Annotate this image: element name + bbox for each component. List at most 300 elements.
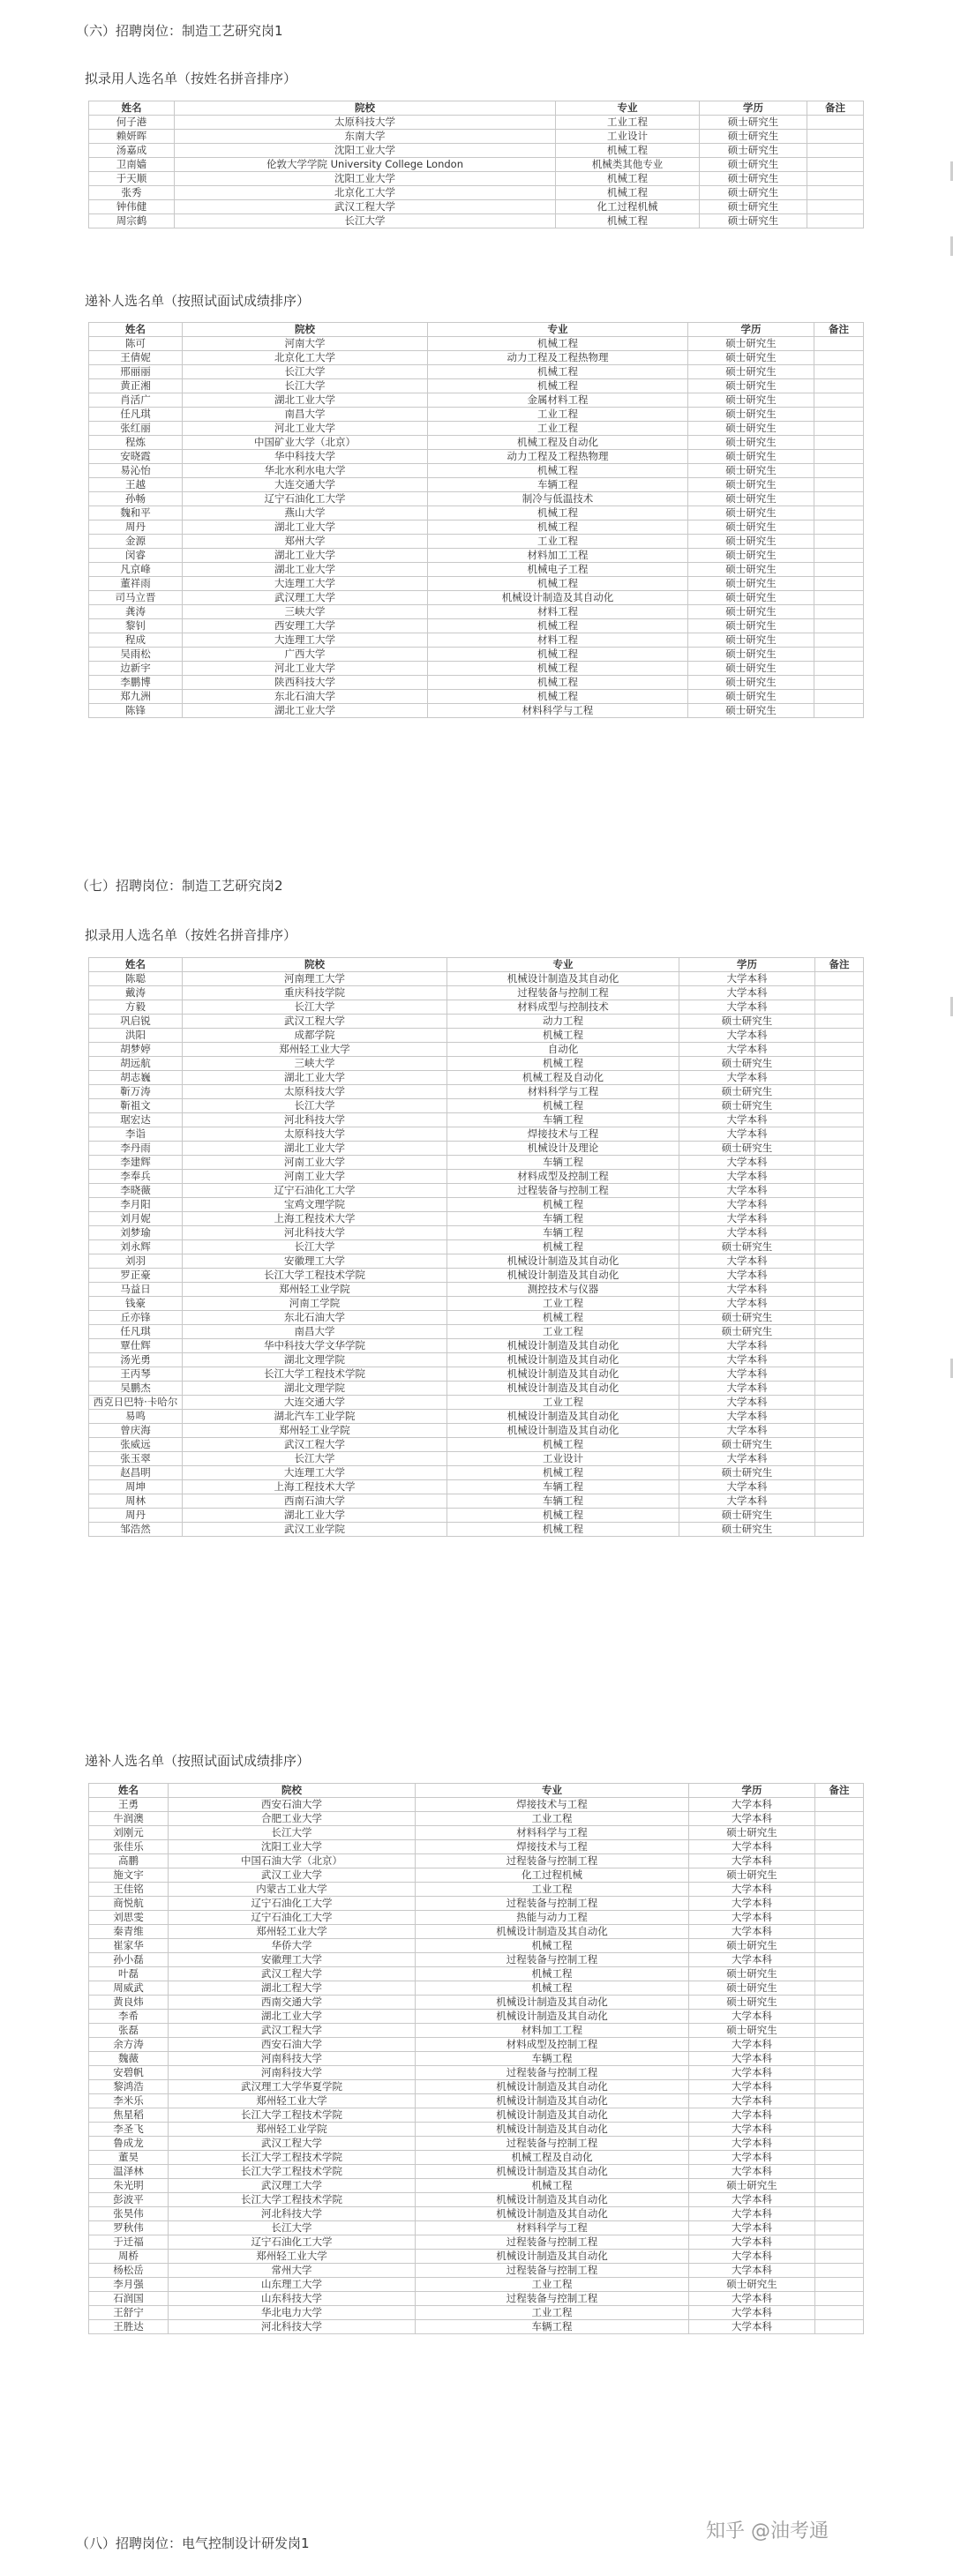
table-row bbox=[89, 492, 864, 506]
cell-major: 过程装备与控制工程 bbox=[447, 986, 679, 1000]
cell-school: 河南科技大学 bbox=[169, 2066, 416, 2080]
table-row bbox=[89, 1226, 864, 1240]
cell-degree: 硕士研究生 bbox=[688, 506, 814, 520]
cell-degree: 大学本科 bbox=[689, 2108, 815, 2123]
cell-major: 机械工程 bbox=[416, 1981, 689, 1996]
cell-degree: 大学本科 bbox=[689, 1911, 815, 1925]
cell-school: 湖北文理学院 bbox=[183, 1382, 447, 1396]
table-row bbox=[89, 1925, 864, 1939]
cell-name: 罗正豪 bbox=[89, 1269, 183, 1283]
cell-school: 湖北工业大学 bbox=[183, 393, 428, 408]
table-row bbox=[89, 1466, 864, 1480]
cell-major: 工业设计 bbox=[447, 1452, 679, 1466]
cell-school: 沈阳工业大学 bbox=[175, 172, 556, 186]
cell-major: 机械设计制造及其自动化 bbox=[447, 1410, 679, 1424]
cell-name: 卫南嫱 bbox=[89, 158, 175, 172]
cell-note bbox=[815, 1000, 864, 1015]
cell-name: 张玉翠 bbox=[89, 1452, 183, 1466]
cell-degree: 大学本科 bbox=[679, 1367, 815, 1382]
cell-major: 机械设计制造及其自动化 bbox=[447, 1269, 679, 1283]
cell-school: 大连交通大学 bbox=[183, 478, 428, 492]
cell-degree: 硕士研究生 bbox=[679, 1523, 815, 1537]
cell-note bbox=[815, 1254, 864, 1269]
cell-note bbox=[814, 577, 864, 591]
table-row bbox=[89, 520, 864, 535]
table-row bbox=[89, 2250, 864, 2264]
table-row bbox=[89, 1812, 864, 1826]
table-row bbox=[89, 1438, 864, 1452]
cell-major: 机械设计制造及其自动化 bbox=[447, 1254, 679, 1269]
cell-name: 任凡琪 bbox=[89, 1325, 183, 1339]
cell-degree: 大学本科 bbox=[679, 972, 815, 986]
table-row bbox=[89, 1996, 864, 2010]
cell-note bbox=[815, 2179, 864, 2193]
cell-school: 武汉工程大学 bbox=[169, 2137, 416, 2151]
cell-degree: 大学本科 bbox=[679, 1029, 815, 1043]
cell-name: 王丙琴 bbox=[89, 1367, 183, 1382]
cell-school: 武汉工业学院 bbox=[183, 1523, 447, 1537]
table-row bbox=[89, 2066, 864, 2080]
cell-school: 河南大学 bbox=[183, 337, 428, 351]
cell-major: 材料加工工程 bbox=[428, 549, 688, 563]
cell-major: 机械工程及自动化 bbox=[447, 1071, 679, 1085]
header-name: 姓名 bbox=[89, 1784, 169, 1798]
cell-name: 张昊伟 bbox=[89, 2207, 169, 2221]
cell-name: 胡梦婷 bbox=[89, 1043, 183, 1057]
table-row bbox=[89, 648, 864, 662]
cell-degree: 硕士研究生 bbox=[688, 535, 814, 549]
table-row bbox=[89, 2094, 864, 2108]
cell-note bbox=[815, 1480, 864, 1494]
cell-name: 程炼 bbox=[89, 436, 183, 450]
cell-note bbox=[815, 2024, 864, 2038]
table-row bbox=[89, 200, 864, 214]
cell-degree: 大学本科 bbox=[679, 1043, 815, 1057]
cell-degree: 大学本科 bbox=[679, 1212, 815, 1226]
cell-degree: 硕士研究生 bbox=[688, 619, 814, 633]
table-row bbox=[89, 549, 864, 563]
cell-major: 机械工程 bbox=[428, 520, 688, 535]
cell-degree: 硕士研究生 bbox=[688, 690, 814, 704]
cell-name: 陈可 bbox=[89, 337, 183, 351]
cell-major: 机械设计制造及其自动化 bbox=[447, 1353, 679, 1367]
cell-note bbox=[815, 1071, 864, 1085]
cell-degree: 硕士研究生 bbox=[700, 172, 807, 186]
cell-major: 车辆工程 bbox=[416, 2320, 689, 2334]
cell-major: 机械设计制造及其自动化 bbox=[416, 2250, 689, 2264]
table-row bbox=[89, 408, 864, 422]
cell-school: 太原科技大学 bbox=[183, 1085, 447, 1099]
cell-name: 周宗鹤 bbox=[89, 214, 175, 228]
cell-name: 魏薇 bbox=[89, 2052, 169, 2066]
cell-major: 工业工程 bbox=[447, 1297, 679, 1311]
cell-school: 武汉工业大学 bbox=[169, 1868, 416, 1883]
cell-school: 辽宁石油化工大学 bbox=[183, 1184, 447, 1198]
cell-note bbox=[815, 2137, 864, 2151]
cell-degree: 硕士研究生 bbox=[688, 648, 814, 662]
table-row bbox=[89, 2024, 864, 2038]
table-row bbox=[89, 337, 864, 351]
cell-name: 闵睿 bbox=[89, 549, 183, 563]
table-row bbox=[89, 1883, 864, 1897]
cell-major: 机械工程 bbox=[428, 577, 688, 591]
cell-note bbox=[815, 1043, 864, 1057]
cell-note bbox=[815, 1452, 864, 1466]
cell-note bbox=[815, 1967, 864, 1981]
cell-degree: 大学本科 bbox=[689, 2292, 815, 2306]
cell-degree: 硕士研究生 bbox=[689, 1967, 815, 1981]
cell-note bbox=[815, 1826, 864, 1840]
cell-name: 秦青维 bbox=[89, 1925, 169, 1939]
table-row bbox=[89, 1382, 864, 1396]
cell-school: 长江大学 bbox=[169, 2221, 416, 2235]
cell-degree: 硕士研究生 bbox=[679, 1311, 815, 1325]
cell-major: 工业工程 bbox=[447, 1325, 679, 1339]
cell-name: 刘月妮 bbox=[89, 1212, 183, 1226]
cell-note bbox=[815, 1099, 864, 1113]
cell-major: 材料成型与控制技术 bbox=[447, 1000, 679, 1015]
alt-table-post-2 bbox=[88, 1783, 864, 2334]
cell-school: 湖北汽车工业学院 bbox=[183, 1410, 447, 1424]
cell-note bbox=[815, 1939, 864, 1953]
cell-note bbox=[815, 2165, 864, 2179]
cell-note bbox=[815, 1812, 864, 1826]
cell-major: 机械工程 bbox=[447, 1057, 679, 1071]
cell-name: 张佳乐 bbox=[89, 1840, 169, 1854]
cell-name: 石润国 bbox=[89, 2292, 169, 2306]
cell-school: 华中科技大学文华学院 bbox=[183, 1339, 447, 1353]
cell-school: 华北水利水电大学 bbox=[183, 464, 428, 478]
cell-degree: 硕士研究生 bbox=[688, 351, 814, 365]
cell-note bbox=[815, 2108, 864, 2123]
table-row bbox=[89, 1254, 864, 1269]
cell-degree: 大学本科 bbox=[679, 1353, 815, 1367]
cell-major: 焊接技术与工程 bbox=[416, 1840, 689, 1854]
cell-note bbox=[815, 2151, 864, 2165]
cell-name: 郑九洲 bbox=[89, 690, 183, 704]
cell-school: 郑州轻工业大学 bbox=[169, 1925, 416, 1939]
cell-major: 机械设计制造及其自动化 bbox=[416, 1996, 689, 2010]
table-row bbox=[89, 1410, 864, 1424]
cell-degree: 硕士研究生 bbox=[700, 116, 807, 130]
cell-degree: 大学本科 bbox=[679, 1127, 815, 1142]
cell-major: 机械电子工程 bbox=[428, 563, 688, 577]
cell-note bbox=[815, 1466, 864, 1480]
cell-school: 河北科技大学 bbox=[183, 1226, 447, 1240]
cell-degree: 大学本科 bbox=[689, 2207, 815, 2221]
cell-degree: 硕士研究生 bbox=[688, 662, 814, 676]
table-row bbox=[89, 2038, 864, 2052]
cell-major: 机械工程 bbox=[447, 1509, 679, 1523]
cell-school: 沈阳工业大学 bbox=[169, 1840, 416, 1854]
cell-major: 机械设计及理论 bbox=[447, 1142, 679, 1156]
cell-major: 过程装备与控制工程 bbox=[416, 2066, 689, 2080]
cell-name: 刘永辉 bbox=[89, 1240, 183, 1254]
cell-note bbox=[814, 619, 864, 633]
cell-name: 靳万涛 bbox=[89, 1085, 183, 1099]
cell-note bbox=[815, 2066, 864, 2080]
cell-major: 车辆工程 bbox=[447, 1226, 679, 1240]
cell-school: 长江大学工程技术学院 bbox=[183, 1269, 447, 1283]
cell-degree: 大学本科 bbox=[679, 986, 815, 1000]
cell-school: 华中科技大学 bbox=[183, 450, 428, 464]
cell-name: 李建辉 bbox=[89, 1156, 183, 1170]
cell-major: 机械工程 bbox=[447, 1198, 679, 1212]
cell-name: 鲁成龙 bbox=[89, 2137, 169, 2151]
cell-name: 高鹏 bbox=[89, 1854, 169, 1868]
cell-note bbox=[814, 704, 864, 718]
cell-major: 工业工程 bbox=[416, 2306, 689, 2320]
cell-name: 商悦航 bbox=[89, 1897, 169, 1911]
table-row bbox=[89, 1911, 864, 1925]
cell-major: 测控技术与仪器 bbox=[447, 1283, 679, 1297]
table-row bbox=[89, 1127, 864, 1142]
cell-major: 机械工程 bbox=[416, 1967, 689, 1981]
cell-note bbox=[815, 1029, 864, 1043]
cell-name: 马益日 bbox=[89, 1283, 183, 1297]
cell-note bbox=[814, 633, 864, 648]
table-row bbox=[89, 986, 864, 1000]
cell-name: 邢丽丽 bbox=[89, 365, 183, 379]
table-row bbox=[89, 633, 864, 648]
cell-degree: 大学本科 bbox=[689, 2052, 815, 2066]
cell-school: 长江大学工程技术学院 bbox=[183, 1367, 447, 1382]
cell-school: 长江大学工程技术学院 bbox=[169, 2193, 416, 2207]
cell-school: 太原科技大学 bbox=[183, 1127, 447, 1142]
cell-note bbox=[815, 2278, 864, 2292]
cell-degree: 硕士研究生 bbox=[679, 1438, 815, 1452]
cell-name: 李奉兵 bbox=[89, 1170, 183, 1184]
cell-note bbox=[815, 1509, 864, 1523]
table-row bbox=[89, 662, 864, 676]
cell-degree: 硕士研究生 bbox=[688, 436, 814, 450]
section-title-8: （八）招聘岗位：电气控制设计研发岗1 bbox=[76, 2535, 310, 2551]
cell-major: 机械设计制造及其自动化 bbox=[416, 2165, 689, 2179]
cell-note bbox=[814, 648, 864, 662]
table-row bbox=[89, 2306, 864, 2320]
cell-major: 过程装备与控制工程 bbox=[416, 1897, 689, 1911]
cell-major: 机械工程 bbox=[447, 1466, 679, 1480]
cell-degree: 硕士研究生 bbox=[688, 464, 814, 478]
cell-name: 李晓薇 bbox=[89, 1184, 183, 1198]
cell-school: 宝鸡文理学院 bbox=[183, 1198, 447, 1212]
cell-major: 工业设计 bbox=[556, 130, 700, 144]
cell-degree: 大学本科 bbox=[679, 1452, 815, 1466]
table-row bbox=[89, 1452, 864, 1466]
cell-degree: 硕士研究生 bbox=[688, 365, 814, 379]
cell-major: 化工过程机械 bbox=[556, 200, 700, 214]
cell-note bbox=[815, 1297, 864, 1311]
cell-name: 安晓霞 bbox=[89, 450, 183, 464]
cell-school: 大连理工大学 bbox=[183, 1466, 447, 1480]
header-school: 院校 bbox=[183, 323, 428, 337]
cell-name: 施文宇 bbox=[89, 1868, 169, 1883]
table-row bbox=[89, 1967, 864, 1981]
cell-name: 彭波平 bbox=[89, 2193, 169, 2207]
cell-name: 周丹 bbox=[89, 1509, 183, 1523]
section-title-7: （七）招聘岗位：制造工艺研究岗2 bbox=[76, 878, 283, 894]
cell-note bbox=[815, 1367, 864, 1382]
cell-major: 过程装备与控制工程 bbox=[416, 1953, 689, 1967]
cell-note bbox=[815, 1015, 864, 1029]
cell-name: 叶磊 bbox=[89, 1967, 169, 1981]
cell-school: 北京化工大学 bbox=[175, 186, 556, 200]
cell-major: 过程装备与控制工程 bbox=[447, 1184, 679, 1198]
header-major: 专业 bbox=[556, 101, 700, 116]
table-row bbox=[89, 563, 864, 577]
cell-major: 动力工程及工程热物理 bbox=[428, 450, 688, 464]
cell-school: 武汉工程大学 bbox=[169, 2024, 416, 2038]
cell-note bbox=[815, 1382, 864, 1396]
table-row bbox=[89, 2010, 864, 2024]
cell-school: 湖北工业大学 bbox=[183, 1071, 447, 1085]
cell-note bbox=[815, 1981, 864, 1996]
cell-name: 刘刚元 bbox=[89, 1826, 169, 1840]
table-row bbox=[89, 1509, 864, 1523]
cell-school: 常州大学 bbox=[169, 2264, 416, 2278]
cell-degree: 大学本科 bbox=[679, 1113, 815, 1127]
cell-major: 机械工程 bbox=[428, 379, 688, 393]
table-row bbox=[89, 2165, 864, 2179]
table-row bbox=[89, 436, 864, 450]
cell-school: 南昌大学 bbox=[183, 408, 428, 422]
cell-note bbox=[815, 2221, 864, 2235]
cell-school: 燕山大学 bbox=[183, 506, 428, 520]
table-row bbox=[89, 2193, 864, 2207]
table-row bbox=[89, 2179, 864, 2193]
cell-major: 过程装备与控制工程 bbox=[416, 1854, 689, 1868]
cell-major: 工业工程 bbox=[416, 1812, 689, 1826]
cell-name: 赖妍晖 bbox=[89, 130, 175, 144]
cell-note bbox=[815, 972, 864, 986]
cell-degree: 大学本科 bbox=[679, 1297, 815, 1311]
cell-school: 郑州轻工业学院 bbox=[169, 2123, 416, 2137]
cell-note bbox=[814, 379, 864, 393]
cell-name: 钟伟健 bbox=[89, 200, 175, 214]
table-row bbox=[89, 577, 864, 591]
cell-note bbox=[815, 1240, 864, 1254]
hire-table-post-1 bbox=[88, 101, 864, 228]
cell-school: 湖北工程大学 bbox=[169, 1981, 416, 1996]
cell-school: 三峡大学 bbox=[183, 1057, 447, 1071]
table-row bbox=[89, 351, 864, 365]
table-row bbox=[89, 1156, 864, 1170]
table-row bbox=[89, 1854, 864, 1868]
cell-major: 机械设计制造及其自动化 bbox=[416, 2010, 689, 2024]
cell-major: 金属材料工程 bbox=[428, 393, 688, 408]
hire-list-title-2: 拟录用人选名单（按姓名拼音排序） bbox=[85, 927, 297, 943]
cell-major: 车辆工程 bbox=[428, 478, 688, 492]
cell-major: 热能与动力工程 bbox=[416, 1911, 689, 1925]
table-row bbox=[89, 1953, 864, 1967]
table-row bbox=[89, 1184, 864, 1198]
cell-school: 郑州轻工业大学 bbox=[169, 2094, 416, 2108]
cell-degree: 硕士研究生 bbox=[688, 704, 814, 718]
cell-school: 武汉工程大学 bbox=[175, 200, 556, 214]
cell-school: 南昌大学 bbox=[183, 1325, 447, 1339]
cell-degree: 大学本科 bbox=[689, 2123, 815, 2137]
cell-school: 长江大学 bbox=[183, 365, 428, 379]
table-row bbox=[89, 116, 864, 130]
cell-name: 刘梦瑜 bbox=[89, 1226, 183, 1240]
cell-name: 黄正湘 bbox=[89, 379, 183, 393]
table-row bbox=[89, 1981, 864, 1996]
cell-name: 任凡琪 bbox=[89, 408, 183, 422]
cell-note bbox=[815, 2207, 864, 2221]
cell-major: 工业工程 bbox=[428, 422, 688, 436]
cell-school: 伦敦大学学院 University College London bbox=[175, 158, 556, 172]
cell-degree: 硕士研究生 bbox=[688, 422, 814, 436]
cell-note bbox=[815, 1840, 864, 1854]
header-degree: 学历 bbox=[679, 958, 815, 972]
cell-name: 李诣 bbox=[89, 1127, 183, 1142]
table-row bbox=[89, 2080, 864, 2094]
cell-degree: 大学本科 bbox=[689, 2038, 815, 2052]
cell-major: 机械设计制造及其自动化 bbox=[416, 2080, 689, 2094]
table-row bbox=[89, 2123, 864, 2137]
cell-major: 工业工程 bbox=[416, 1883, 689, 1897]
cell-school: 大连交通大学 bbox=[183, 1396, 447, 1410]
hire-table-post-2 bbox=[88, 957, 864, 1537]
cell-degree: 硕士研究生 bbox=[688, 577, 814, 591]
cell-degree: 大学本科 bbox=[689, 2151, 815, 2165]
cell-note bbox=[814, 393, 864, 408]
cell-school: 武汉工程大学 bbox=[183, 1438, 447, 1452]
cell-school: 辽宁石油化工大学 bbox=[183, 492, 428, 506]
cell-note bbox=[815, 2306, 864, 2320]
cell-degree: 大学本科 bbox=[679, 1424, 815, 1438]
table-row bbox=[89, 1029, 864, 1043]
table-row bbox=[89, 393, 864, 408]
header-note: 备注 bbox=[815, 1784, 864, 1798]
cell-major: 机械工程及自动化 bbox=[428, 436, 688, 450]
cell-degree: 硕士研究生 bbox=[689, 1981, 815, 1996]
cell-degree: 硕士研究生 bbox=[688, 520, 814, 535]
cell-degree: 硕士研究生 bbox=[700, 214, 807, 228]
cell-major: 过程装备与控制工程 bbox=[416, 2235, 689, 2250]
cell-note bbox=[815, 1438, 864, 1452]
header-note: 备注 bbox=[807, 101, 864, 116]
cell-degree: 大学本科 bbox=[679, 1226, 815, 1240]
cell-note bbox=[814, 450, 864, 464]
cell-school: 河南工业大学 bbox=[183, 1156, 447, 1170]
cell-name: 琚宏达 bbox=[89, 1113, 183, 1127]
cell-note bbox=[815, 1339, 864, 1353]
cell-note bbox=[807, 172, 864, 186]
section-title-6: （六）招聘岗位：制造工艺研究岗1 bbox=[76, 23, 283, 39]
cell-name: 易鸣 bbox=[89, 1410, 183, 1424]
cell-note bbox=[814, 605, 864, 619]
cell-major: 车辆工程 bbox=[447, 1480, 679, 1494]
cell-degree: 大学本科 bbox=[689, 2320, 815, 2334]
cell-name: 王倩妮 bbox=[89, 351, 183, 365]
header-school: 院校 bbox=[169, 1784, 416, 1798]
table-row bbox=[89, 1339, 864, 1353]
header-school: 院校 bbox=[175, 101, 556, 116]
cell-name: 崔家华 bbox=[89, 1939, 169, 1953]
cell-major: 化工过程机械 bbox=[416, 1868, 689, 1883]
header-name: 姓名 bbox=[89, 101, 175, 116]
table-row bbox=[89, 1057, 864, 1071]
table-header-row bbox=[89, 101, 864, 116]
cell-note bbox=[815, 2320, 864, 2334]
cell-degree: 硕士研究生 bbox=[679, 1015, 815, 1029]
cell-name: 龚涛 bbox=[89, 605, 183, 619]
cell-name: 曾庆海 bbox=[89, 1424, 183, 1438]
cell-name: 董昊 bbox=[89, 2151, 169, 2165]
cell-school: 大连理工大学 bbox=[183, 577, 428, 591]
cell-name: 李丹雨 bbox=[89, 1142, 183, 1156]
